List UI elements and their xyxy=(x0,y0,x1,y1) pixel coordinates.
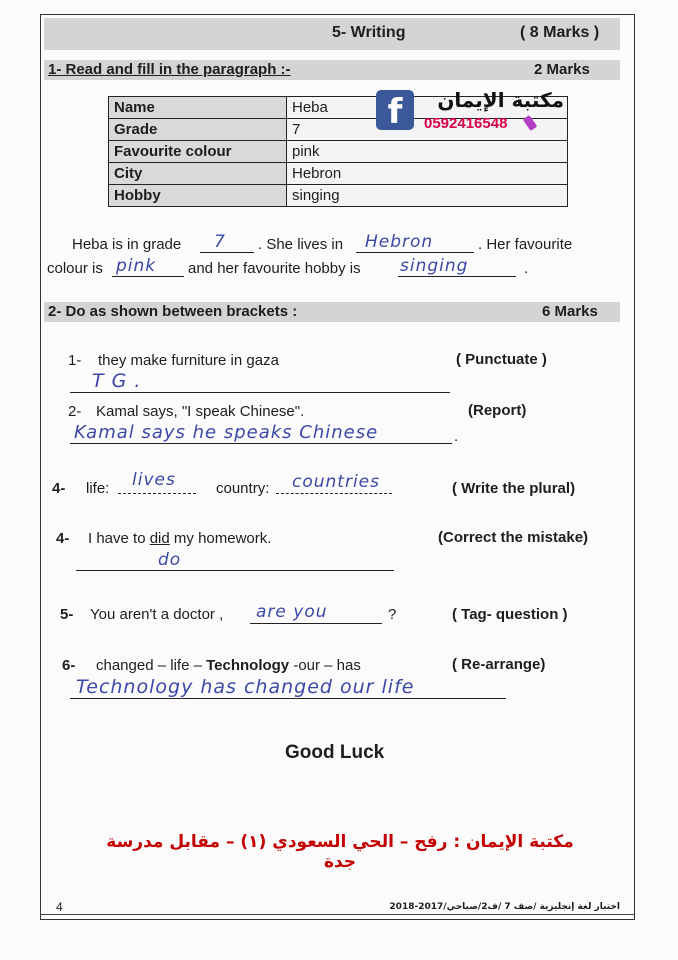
paragraph-text: . She lives in xyxy=(258,236,344,253)
exam-footer: اختبار لغة إنجليزية /صف 7 /ف2/صباحي/2017-2018 xyxy=(389,902,620,912)
good-luck: Good Luck xyxy=(285,742,385,763)
question-number: 4- xyxy=(52,480,66,497)
question-text-end: my homework. xyxy=(169,530,272,547)
question-text xyxy=(96,657,361,674)
table-value: singing xyxy=(287,185,568,207)
question-instruction: (Report) xyxy=(468,402,527,419)
answer-city: Hebron xyxy=(365,232,434,252)
table-value: pink xyxy=(287,141,568,163)
question-instruction: ( Tag- question ) xyxy=(452,606,568,623)
facebook-icon: f xyxy=(376,90,414,130)
question-text-start: changed – life – xyxy=(96,657,207,674)
question-number: 4- xyxy=(56,530,70,547)
question-text xyxy=(88,530,271,547)
question-text-start: I have to xyxy=(88,530,150,547)
answer-line xyxy=(250,623,382,624)
answer-colour: pink xyxy=(116,256,157,276)
answer-line xyxy=(76,570,394,571)
paragraph-text: . xyxy=(524,260,529,277)
answer-q6: Technology has changed our life xyxy=(76,676,415,698)
blank-line xyxy=(356,252,474,253)
paragraph-text: . Her favourite xyxy=(478,236,573,253)
table-row xyxy=(109,163,568,185)
question-number: 2- xyxy=(68,403,82,420)
answer-hobby: singing xyxy=(400,256,469,276)
paragraph-text: Heba is in grade xyxy=(72,236,182,253)
question-number: 6- xyxy=(62,657,76,674)
question-text-end: -our – has xyxy=(289,657,361,674)
bottom-divider xyxy=(40,914,634,915)
question-instruction: (Correct the mistake) xyxy=(438,529,589,546)
paragraph-text: colour is xyxy=(47,260,103,277)
answer-line xyxy=(276,493,392,494)
table-value: Hebron xyxy=(287,163,568,185)
question-end: ? xyxy=(388,606,397,623)
answer-q5: are you xyxy=(256,602,328,622)
question-instruction: ( Punctuate ) xyxy=(456,351,547,368)
plural-label-country: country: xyxy=(216,480,270,497)
blank-line xyxy=(112,276,184,277)
blank-line xyxy=(200,252,254,253)
table-row xyxy=(109,185,568,207)
answer-q4: do xyxy=(158,550,182,570)
section-marks: ( 8 Marks ) xyxy=(520,24,600,41)
section-title: 5- Writing xyxy=(332,24,406,41)
table-key: Grade xyxy=(109,119,287,141)
table-row xyxy=(109,141,568,163)
answer-country: countries xyxy=(292,472,380,492)
answer-q2: Kamal says he speaks Chinese xyxy=(74,422,379,443)
answer-end: . xyxy=(454,428,459,445)
blank-line xyxy=(398,276,516,277)
stamp-name: مكتبة الإيمان xyxy=(437,88,564,112)
table-value: Heba xyxy=(287,97,568,119)
question-text: You aren't a doctor , xyxy=(90,606,224,623)
library-address: مكتبة الإيمان : رفح – الحي السعودي (١) – مقابل مدرسة جدة xyxy=(106,832,574,872)
question-instruction: ( Re-arrange) xyxy=(452,656,546,673)
answer-life: lives xyxy=(132,470,176,490)
table-key: Name xyxy=(109,97,287,119)
table-key: City xyxy=(109,163,287,185)
stamp-phone: 0592416548 xyxy=(424,115,508,132)
table-key: Favourite colour xyxy=(109,141,287,163)
paragraph-text: and her favourite hobby is xyxy=(188,260,361,277)
part2-marks: 6 Marks xyxy=(542,303,598,320)
answer-line xyxy=(118,493,196,494)
table-value: 7 xyxy=(287,119,568,141)
page-number: 4 xyxy=(56,900,63,914)
question-text: they make furniture in gaza xyxy=(98,352,279,369)
part1-marks: 2 Marks xyxy=(534,61,590,78)
answer-line xyxy=(70,392,450,393)
library-stamp xyxy=(376,90,568,134)
plural-label-life: life: xyxy=(86,480,110,497)
answer-line xyxy=(70,698,506,699)
mistake-word: did xyxy=(149,530,170,547)
question-number: 5- xyxy=(60,606,74,623)
pen-icon xyxy=(523,115,538,131)
question-text-bold: Technology xyxy=(206,657,290,674)
question-instruction: ( Write the plural) xyxy=(452,480,576,497)
part2-title: 2- Do as shown between brackets : xyxy=(48,303,298,320)
table-key: Hobby xyxy=(109,185,287,207)
part1-title: 1- Read and fill in the paragraph :- xyxy=(48,61,291,78)
answer-grade: 7 xyxy=(214,232,226,252)
answer-line xyxy=(70,443,452,444)
question-text: Kamal says, "I speak Chinese". xyxy=(96,403,305,420)
question-number: 1- xyxy=(68,352,82,369)
answer-q1: T G . xyxy=(92,370,142,392)
